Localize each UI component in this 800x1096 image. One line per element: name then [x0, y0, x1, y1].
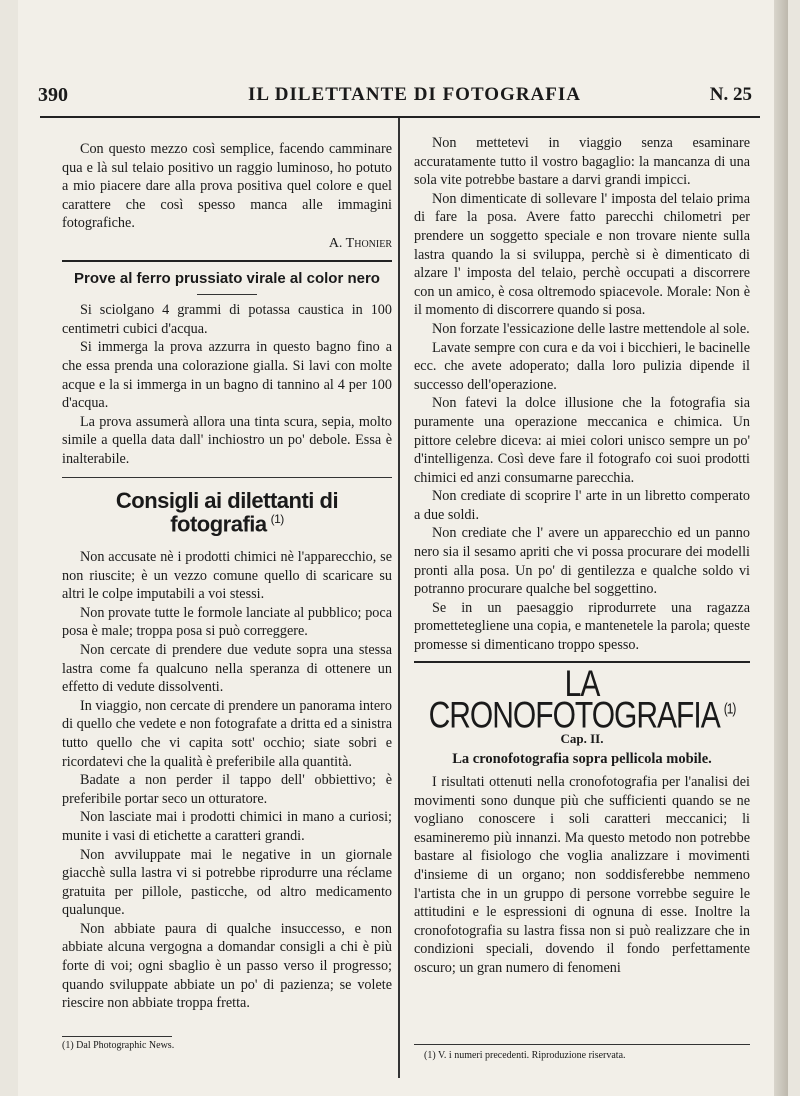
section-divider — [62, 260, 392, 262]
issue-number: N. 25 — [709, 84, 752, 105]
advice-paragraph: Non crediate che l' avere un apparecchio ed un panno nero sia il sesamo apriti che vi possa procurare dei modelli pronti alla posa. Un po' di gentilezza e qualche soldo vi potranno procurare qualche bel soggettino. — [414, 525, 750, 598]
page-edge-shadow — [774, 0, 788, 1096]
advice-paragraph: Lavate sempre con cura e da voi i bicchieri, le bacinelle ecc. che avete adoperato; dalla loro pulizia dipende il successo dell'operazione. — [414, 339, 750, 393]
advice-paragraph: Non fatevi la dolce illusione che la fotografia sia puramente una operazione meccanica e chimica. Un pittore celebre diceva: ai miei colori unisco sempre un po' d'intelligenza. Così deve fare il fotografo coi suoi prodotti chimici ed anzi consumarne parecchia. — [414, 395, 750, 486]
footnote-marker: (1) — [723, 698, 736, 717]
section1-paragraph: Si immerga la prova azzurra in questo bagno fino a che essa prenda una colorazione gialla. Si lavi con molte acque e la si immerga in un bagno di tannino al 4 per 100 d'acqua. — [62, 339, 392, 412]
intro-paragraph: Con questo mezzo così semplice, facendo camminare qua e là sul telaio positivo un raggio luminoso, ho potuto a mio piacere dare alla prova positiva quel colore e quel carattere che così spesso manca alle immagini fotografiche. — [62, 141, 392, 232]
section-divider — [62, 477, 392, 478]
footnote-rule — [414, 1044, 750, 1045]
advice-paragraph: Non dimenticate di sollevare l' imposta del telaio prima di fare la posa. Avere fatto parecchi chilometri per prendere un soggetto speciale e non trovare niente sulla lastra quando la si sviluppa, perchè si è dimenticato di alzare l' imposta del telaio, perchè occupati a discorrere con un amico, è cosa oltremodo spiacevole. Morale: Non è il momento di discorrere quando si posa. — [414, 190, 750, 319]
advice-paragraph: Se in un paesaggio riprodurrete una ragazza promettetegliene una copia, e mantenetele la parola; queste promesse si dimenticano troppo spesso. — [414, 599, 750, 654]
footnote-marker: (1) — [270, 512, 284, 527]
advice-paragraph: Non provate tutte le formole lanciate al pubblico; poca posa è male; troppa posa si può correggere. — [62, 604, 392, 640]
chapter-title: La cronofotografia sopra pellicola mobile. — [452, 751, 712, 768]
page-number: 390 — [38, 84, 68, 106]
section1-paragraph: Si sciolgano 4 grammi di potassa caustica in 100 centimetri cubici d'acqua. — [62, 302, 392, 337]
right-footnote: (1) V. i numeri precedenti. Riproduzione riservata. — [424, 1050, 626, 1061]
chapter-label: Cap. II. — [560, 730, 604, 746]
section1-title: Prove al ferro prussiato virale al color nero — [74, 269, 380, 287]
section2-title — [62, 487, 392, 537]
footnote-rule — [62, 1036, 172, 1037]
title-rule — [197, 294, 257, 295]
section-title — [414, 663, 750, 736]
advice-paragraph: Non avviluppate mai le negative in un giornale giacchè sulla lastra vi si potrebbe riprodurre una réclame gratuita per pillole, pasticche, od altro medicamento qualunque. — [62, 846, 392, 919]
left-footnote: (1) Dal Photographic News. — [62, 1040, 175, 1051]
section-divider — [414, 661, 750, 663]
advice-paragraph: Badate a non perder il tappo dell' obbiettivo; è preferibile portar seco un otturatore. — [62, 772, 392, 807]
author-signature: A. Thonier — [328, 235, 392, 251]
chapter-paragraph: I risultati ottenuti nella cronofotografia per l'analisi dei movimenti sono dunque più che sufficienti quando se ne vogliano conoscere i soli caratteri meccanici; li esamineremo più innanzi. Ma questo metodo non potrebbe bastare al fisiologo che voglia analizzare i movimenti d'insieme di un organo; non soddisferebbe nemmeno l'artista che in un gruppo di persone vorrebbe seguire le attitudini e le espressioni di ognuna di esse. Inoltre la cronofotografia su lastra fissa non si può realizzare che in condizioni speciali, dovendo il fondo perfettamente oscuro; un gran numero di fenomeni — [414, 774, 750, 976]
page-header — [38, 84, 758, 112]
advice-paragraph: Non cercate di prendere due vedute sopra una stessa lastra come fa qualcuno nella speranza di ottenere un effetto di vedute dissolventi. — [62, 641, 392, 696]
advice-paragraph: Non accusate nè i prodotti chimici nè l'apparecchio, se non riuscite; è un vezzo comune quello di scaricare su altri le colpe imputabili a voi stessi. — [62, 549, 392, 603]
right-column — [414, 134, 750, 978]
header-rule — [40, 116, 760, 118]
advice-paragraph: Non lasciate mai i prodotti chimici in mano a curiosi; munite i vasi di etichette a caratteri grandi. — [62, 809, 392, 844]
advice-paragraph: Non forzate l'essicazione delle lastre mettendole al sole. — [432, 320, 750, 337]
column-separator — [398, 118, 400, 1078]
section1-paragraph: La prova assumerà allora una tinta scura, sepia, molto simile a quella data dall' inchiostro un po' debole. Essa è inalterabile. — [62, 413, 392, 467]
advice-paragraph: Non abbiate paura di qualche insuccesso, e non abbiate alcuna vergogna a domandar consigli a chi è più forte di voi; ogni sbaglio è un passo verso il progresso; quando sviluppate abbiate un po' di pazienza; se volete riescire non abbiate troppa fretta. — [62, 920, 392, 1012]
advice-paragraph: In viaggio, non cercate di prendere un panorama intero di quello che vedete e non fotografate a dritta ed a sinistra tutto quello che vi capita sott' occhio; siate sobri e ricordatevi che la qualità è preferibile alla quantità. — [62, 697, 392, 770]
section-title-text: LA CRONOFOTOGRAFIA — [428, 663, 720, 736]
left-column — [62, 140, 392, 1013]
section2-title-text: Consigli ai dilettanti di fotografia — [115, 487, 339, 537]
advice-paragraph: Non crediate di scoprire l' arte in un libretto comperato a due soldi. — [414, 488, 750, 523]
journal-title: IL DILETTANTE DI FOTOGRAFIA — [248, 84, 582, 105]
advice-paragraph: Non mettetevi in viaggio senza esaminare accuratamente tutto il vostro bagaglio: la mancanza di una sola vite potrebbe bastare a darvi grandi impicci. — [414, 135, 750, 189]
